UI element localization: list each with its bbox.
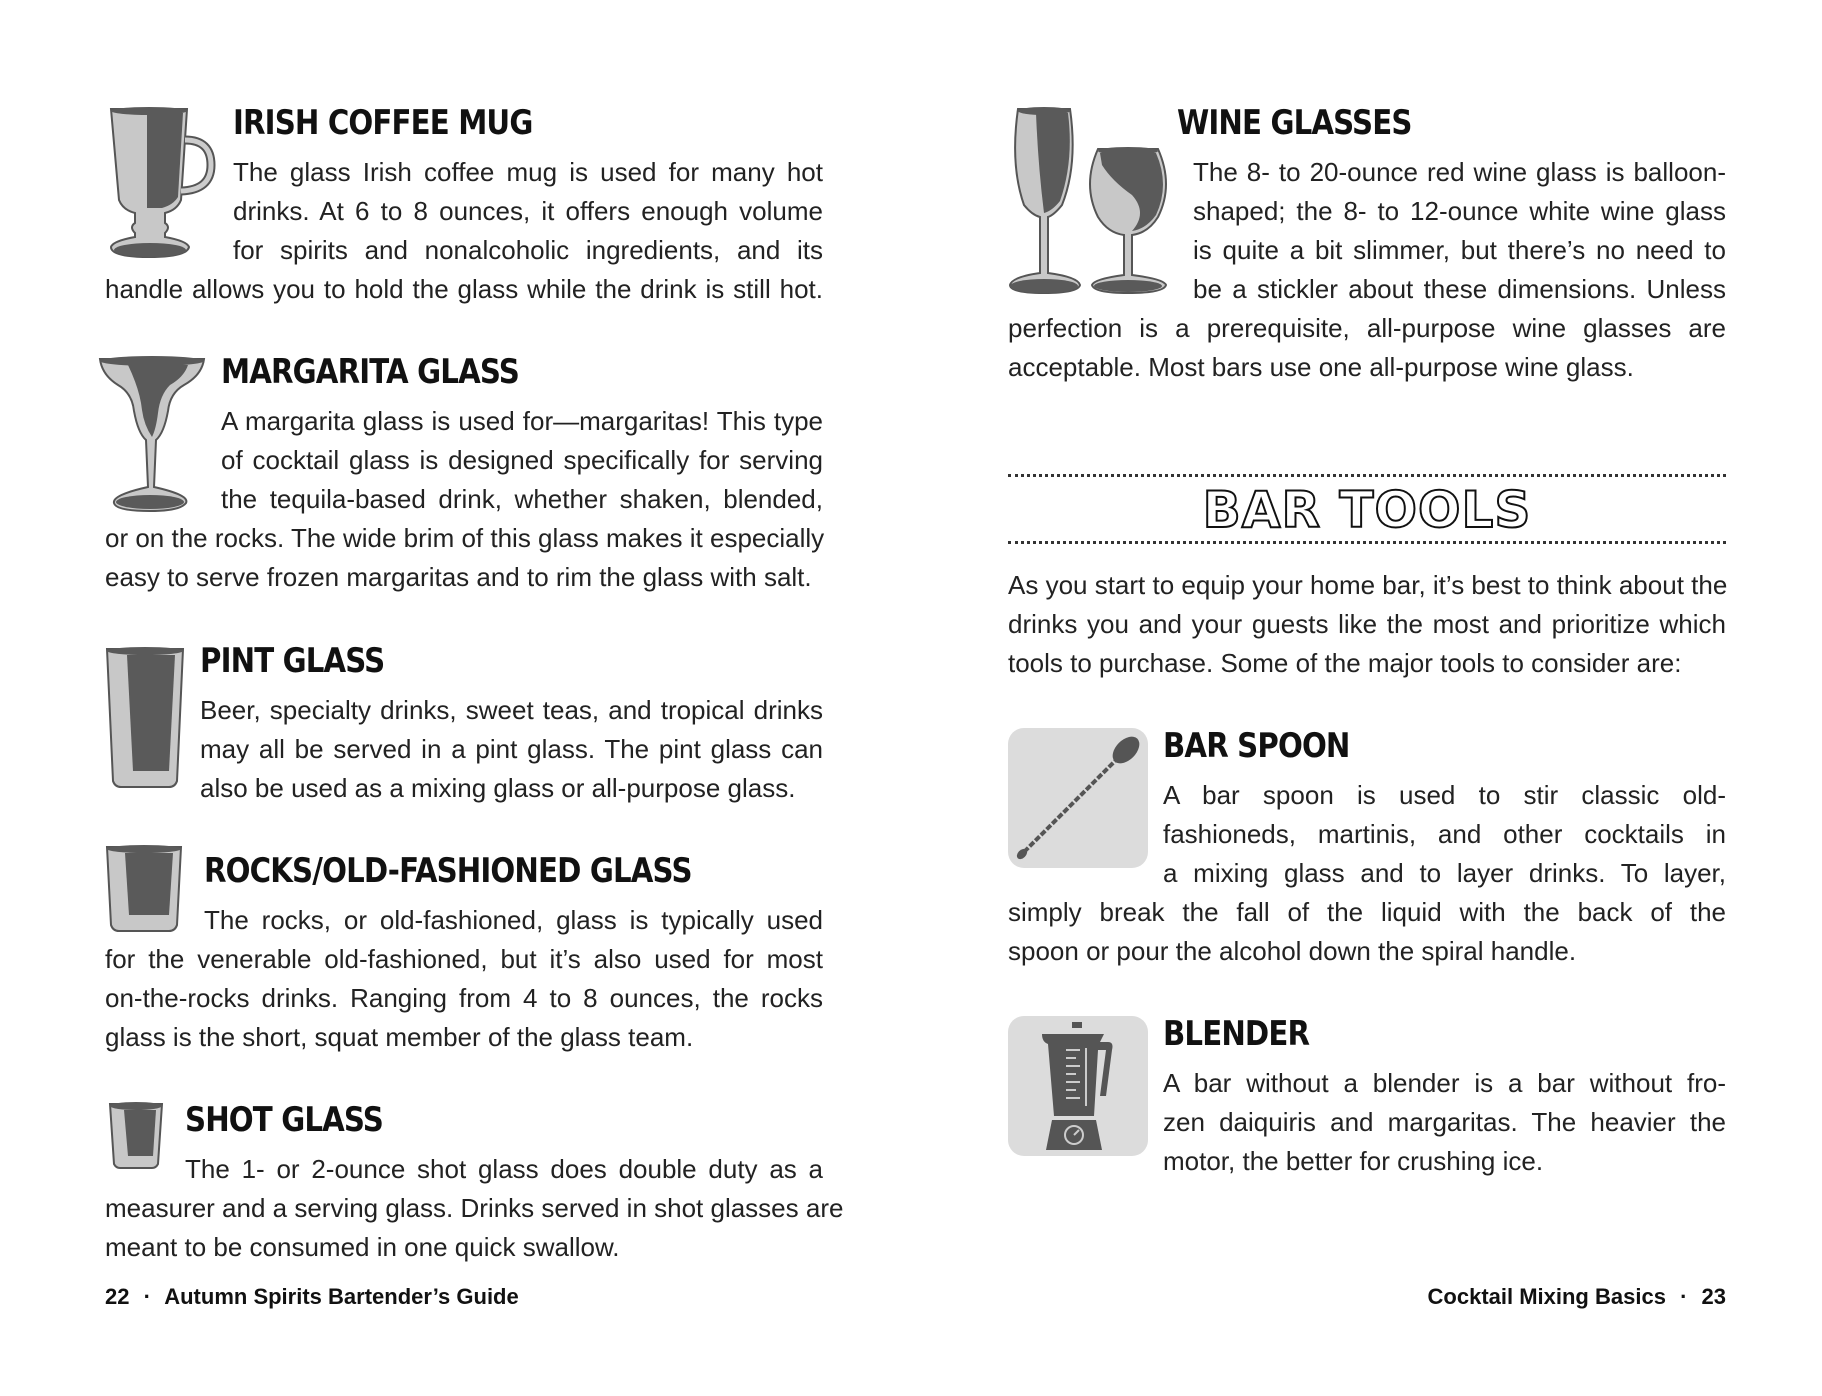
footer-separator: · (143, 1284, 151, 1309)
page-number: 23 (1701, 1284, 1726, 1309)
section-title-pint-glass: PINT GLASS (200, 641, 385, 681)
section-body-blender: A bar without a blender is a bar without fro- zen daiquiris and margaritas. The heavier the motor, the better for crushing ice. (1163, 1068, 1726, 1176)
section-title-bar-spoon: BAR SPOON (1163, 726, 1350, 766)
section-title-blender: BLENDER (1163, 1014, 1310, 1054)
blender-icon-box (1008, 1016, 1148, 1156)
section-title-shot-glass: SHOT GLASS (185, 1100, 383, 1140)
page-number: 22 (105, 1284, 130, 1309)
section-body-pint-glass: Beer, specialty drinks, sweet teas, and tropical drinks may all be served in a pint glass. The pint glass can also be used as a mixing glass or all-purpose glass. (200, 695, 823, 803)
right-page-footer (1428, 1284, 1726, 1310)
section-body-margarita-glass: A margarita glass is used for—margaritas! This type of cocktail glass is designed specifically for serving the tequila-based drink, whether shaken, blended, or on the rocks. The wide brim of this glass makes it especially easy to serve frozen margaritas and to rim the glass with salt. (105, 406, 825, 592)
section-title-wine-glasses: WINE GLASSES (1177, 103, 1412, 143)
section-body-shot-glass: The 1- or 2-ounce shot glass does double duty as a measurer and a serving glass. Drinks served in shot glasses are meant to be consumed in one quick swallow. (105, 1154, 844, 1262)
book-title: Autumn Spirits Bartender’s Guide (164, 1284, 519, 1309)
divider-top (1008, 474, 1726, 477)
pint-glass-icon (105, 645, 185, 790)
chapter-title: Cocktail Mixing Basics (1427, 1284, 1666, 1309)
section-body-bar-spoon: A bar spoon is used to stir classic old- fashioneds, martinis, and other cocktails in a mixing glass and to layer drinks. To layer, simply break the fall of the liquid with the back of the spoon or pour the alcohol down the spiral handle. (1008, 780, 1726, 966)
section-body-rocks-glass: The rocks, or old-fashioned, glass is typically used for the venerable old-fashioned, but it’s also used for most on-the-rocks drinks. Ranging from 4 to 8 ounces, the rocks glass is the short, squat member of the glass team. (105, 905, 823, 1052)
bar-tools-heading: BAR TOOLS (1202, 481, 1532, 539)
section-title-irish-coffee-mug: IRISH COFFEE MUG (233, 103, 533, 143)
section-title-margarita-glass: MARGARITA GLASS (221, 352, 519, 392)
blender-icon (1008, 1016, 1148, 1156)
section-body-wine-glasses: The 8- to 20-ounce red wine glass is balloon- shaped; the 8- to 12-ounce white wine glass is quite a bit slimmer, but there’s no need to be a stickler about these dimensions. Unless perfection is a prerequisite, all-purpose wine glasses are acceptable. Most bars use one all-purpose wine glass. (1008, 157, 1726, 382)
section-body-irish-coffee-mug: The glass Irish coffee mug is used for many hot drinks. At 6 to 8 ounces, it offers enough volume for spirits and nonalcoholic ingredients, and its handle allows you to hold the glass while the drink is still hot. (105, 157, 823, 304)
bar-tools-intro: As you start to equip your home bar, it’s best to think about the drinks you and your guests like the most and prioritize which tools to purchase. Some of the major tools to consider are: (1008, 570, 1728, 678)
divider-bottom (1008, 541, 1726, 544)
footer-separator: · (1680, 1284, 1688, 1309)
left-page-footer (105, 1284, 519, 1310)
section-title-rocks-glass: ROCKS/OLD-FASHIONED GLASS (204, 851, 692, 891)
